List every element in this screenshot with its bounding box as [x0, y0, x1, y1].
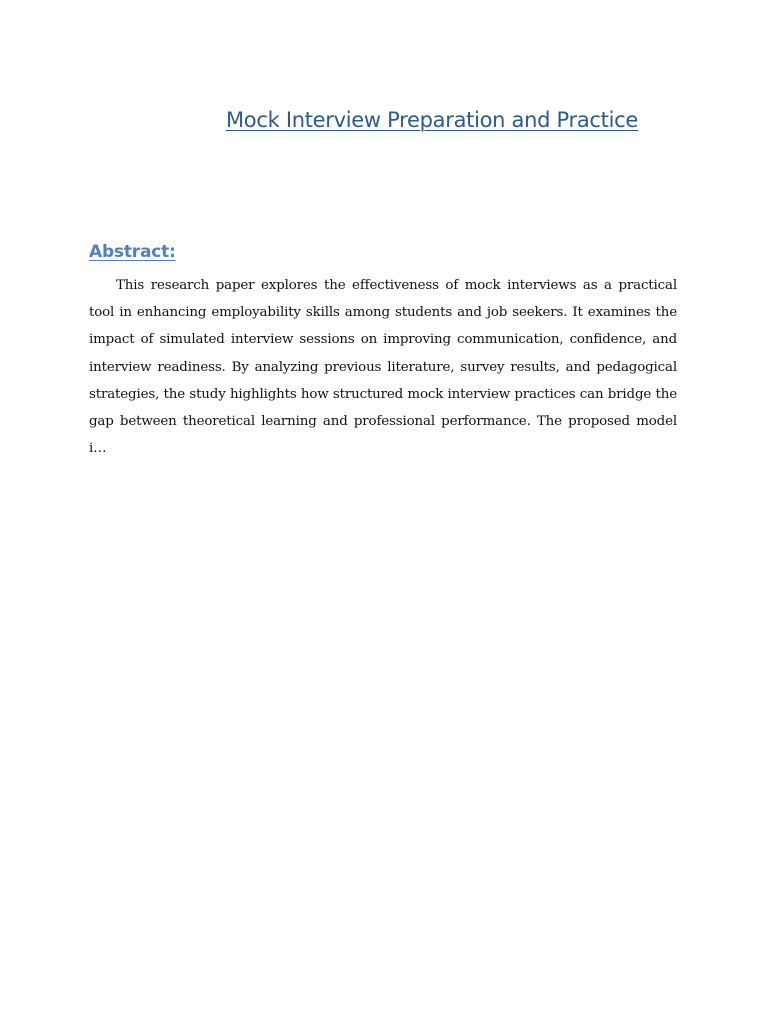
- document-title: Mock Interview Preparation and Practice: [225, 108, 639, 132]
- abstract-heading: Abstract:: [89, 242, 176, 262]
- abstract-paragraph: This research paper explores the effectiveness of mock interviews as a practical tool in enhancing employability skills among students and job seekers. It examines the impact of simulated interview sessions on improving communication, confidence, and interview readiness. By analyzing previous literature, survey results, and pedagogical strategies, the study highlights how structured mock interview practices can bridge the gap between theoretical learning and professional performance. The proposed model i…: [89, 278, 677, 457]
